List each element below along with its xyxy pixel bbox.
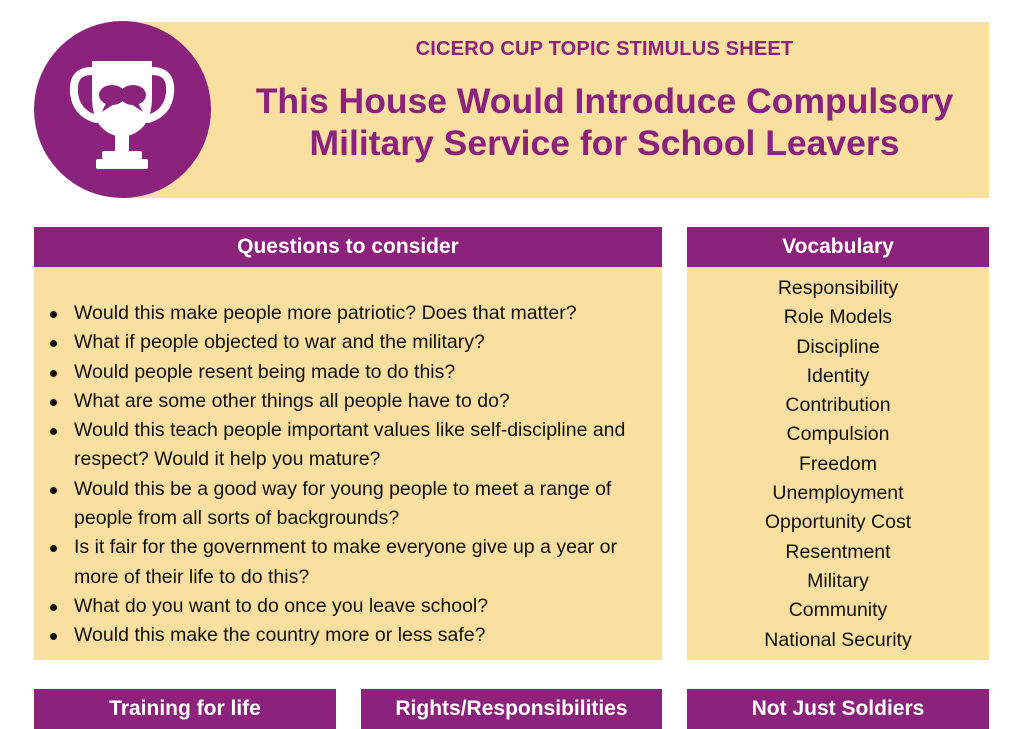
question-text: Would this teach people important values like self-discipline and respect? Would it help you mature? [74, 419, 626, 471]
vocab-item: Responsibility [777, 277, 899, 299]
list-item [34, 621, 662, 650]
question-text: Would this make people more patriotic? Does that matter? [74, 302, 577, 324]
vocabulary-panel [687, 227, 989, 660]
vocab-item: Community [788, 599, 888, 622]
list-item [34, 416, 662, 475]
cicero-cup-logo [34, 21, 211, 198]
not-just-soldiers-heading: Not Just Soldiers [687, 689, 989, 729]
vocab-item: Identity [806, 364, 870, 387]
vocabulary-heading: Vocabulary [687, 227, 989, 267]
bullet-icon [50, 428, 57, 435]
vocab-item: Contribution [785, 394, 891, 417]
vocab-item: Opportunity Cost [764, 511, 912, 534]
list-item [34, 475, 662, 534]
question-text: What if people objected to war and the military? [74, 331, 485, 354]
vocab-item: Military [807, 569, 869, 592]
vocab-item: Compulsion [786, 423, 890, 446]
question-text: Would this be a good way for young people to meet a range of people from all sorts of backgrounds? [74, 477, 612, 530]
questions-panel [34, 227, 662, 660]
vocab-item: Role Models [783, 306, 893, 329]
question-text: Would this make the country more or less safe? [74, 624, 486, 647]
bullet-icon [50, 633, 57, 640]
vocab-item: Unemployment [772, 482, 904, 505]
vocabulary-list [687, 274, 989, 655]
list-item [34, 299, 662, 328]
list-item [34, 387, 662, 416]
bullet-icon [50, 545, 57, 552]
rights-responsibilities-heading: Rights/Responsibilities [361, 689, 662, 729]
bullet-icon [50, 370, 57, 377]
bullet-icon [50, 340, 57, 347]
question-text: What do you want to do once you leave school? [74, 594, 489, 617]
bullet-icon [50, 399, 57, 406]
bullet-icon [50, 604, 57, 611]
bullet-icon [50, 487, 57, 494]
sheet-subtitle: CICERO CUP TOPIC STIMULUS SHEET [415, 38, 794, 60]
questions-list [34, 299, 662, 651]
vocab-item: Resentment [785, 540, 891, 563]
vocab-item: Discipline [796, 335, 880, 358]
question-text: Would people resent being made to do this? [74, 360, 456, 383]
questions-heading: Questions to consider [34, 227, 662, 267]
list-item [34, 533, 662, 592]
bullet-icon [50, 311, 57, 318]
question-text: Is it fair for the government to make everyone give up a year or more of their life to do this? [74, 536, 618, 588]
list-item [34, 328, 662, 357]
list-item [34, 358, 662, 387]
vocab-item: National Security [764, 628, 912, 651]
vocab-item: Freedom [798, 452, 878, 475]
trophy-speech-bubbles-icon [34, 21, 211, 198]
question-text: What are some other things all people have to do? [74, 389, 510, 412]
training-for-life-heading: Training for life [34, 689, 336, 729]
list-item [34, 592, 662, 621]
page-title: This House Would Introduce Compulsory Military Service for School Leavers [255, 81, 954, 163]
